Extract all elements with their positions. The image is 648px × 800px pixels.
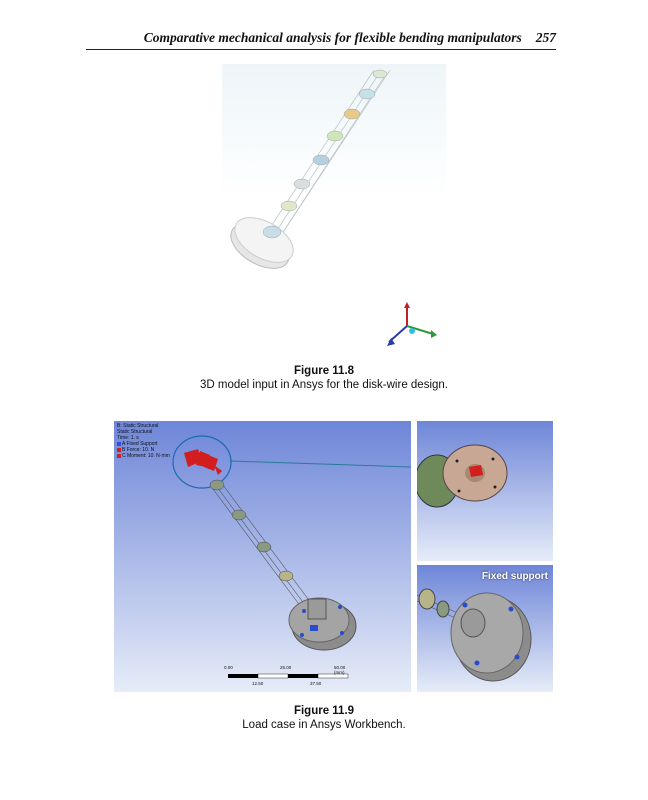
legend-line: A Fixed Support [117,441,170,447]
scale-tick: 12.50 [252,681,264,686]
figure-11-9 [114,421,553,692]
fixed-support-view [417,565,553,692]
figure-caption-text: Load case in Ansys Workbench. [242,719,406,731]
figure-11-8-image [222,64,446,360]
scale-tick: 50.00 (mm) [334,665,346,675]
legend-line: B Force: 10. N [117,447,170,453]
load-detail-view [417,421,553,561]
scale-tick: 37.50 [310,681,322,686]
scale-tick: 0.00 [224,665,233,670]
legend-line: C Moment: 10. N·mm [117,453,170,459]
page-number: 257 [535,30,556,45]
legend-line: Time: 1. s [117,435,139,441]
header-rule [86,49,556,50]
figure-11-8-caption [0,364,648,392]
fixed-support-label: Fixed support [481,571,548,582]
figure-label: Figure 11.8 [293,365,355,377]
legend-line: B: Static Structural [117,423,159,429]
scale-tick: 25.00 [280,665,292,670]
ansys-legend [117,423,170,459]
legend-line: Static Structural [117,429,153,435]
load-case-main-view [114,421,411,692]
running-head [86,30,556,48]
figure-11-9-caption [0,704,648,732]
figure-caption-text: 3D model input in Ansys for the disk-wire design. [199,379,448,391]
figure-label: Figure 11.9 [293,705,355,717]
running-head-title: Comparative mechanical analysis for flexible bending manipulators [143,30,522,45]
scale-bar [224,665,354,689]
